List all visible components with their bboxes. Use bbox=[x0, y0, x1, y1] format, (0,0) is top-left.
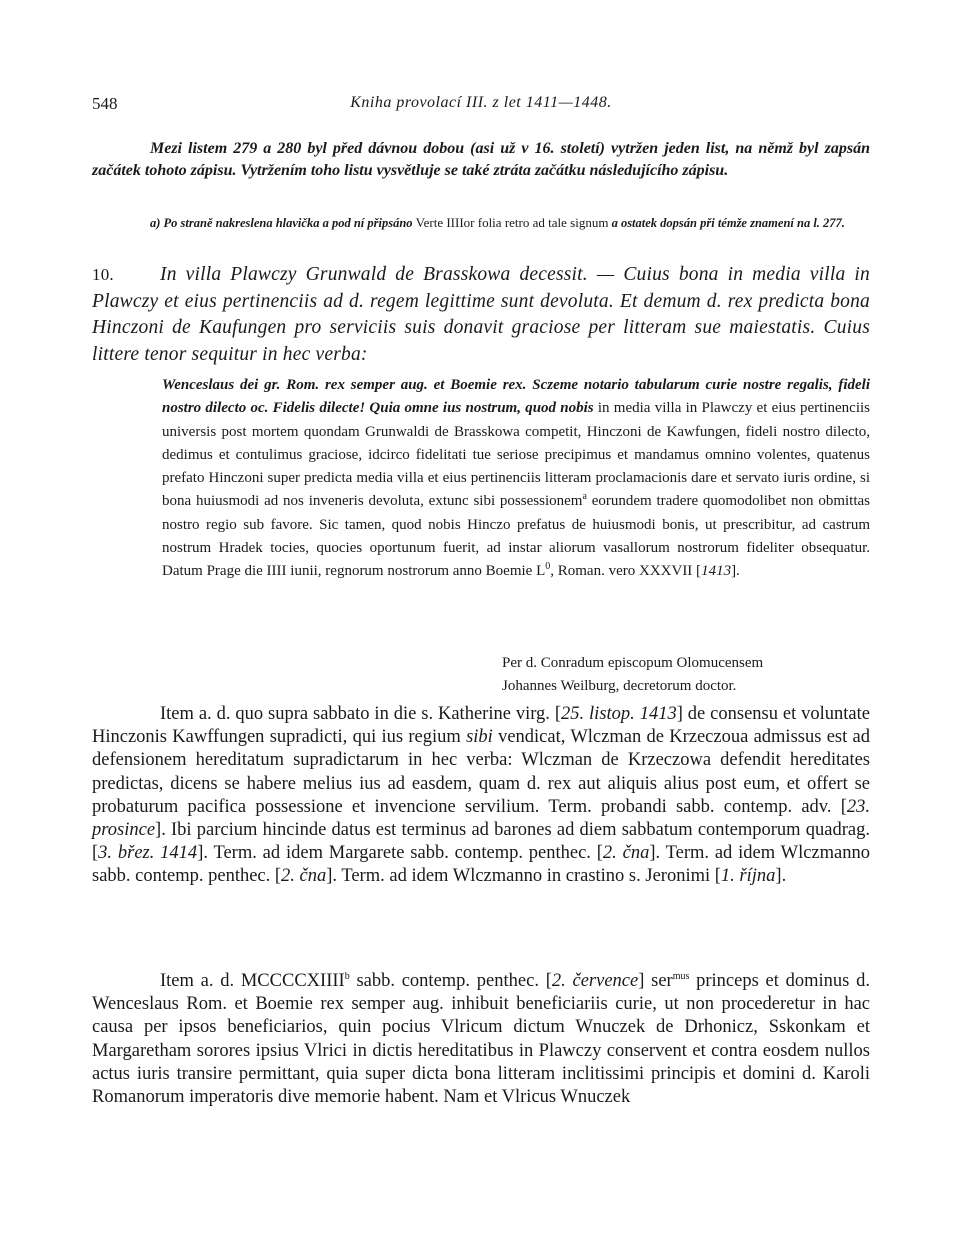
p1-date-2: 23. prosince bbox=[92, 796, 870, 841]
p1-text-6: ]. Term. ad idem Wlczmanno sabb. contemp. penthec. [ bbox=[92, 843, 870, 887]
footnote-text-2: a ostatek dopsán při témže znamení na l. 277. bbox=[611, 216, 845, 230]
p1-text-7: ]. Term. ad idem Wlczmanno in crastino s. Jeronimi [ bbox=[326, 866, 721, 887]
paragraph-2 bbox=[92, 970, 870, 1109]
paragraph-1 bbox=[92, 703, 870, 889]
footnote-mark: a) bbox=[150, 216, 161, 230]
charter-body-1: in media villa in Plawczy et eius pertinenciis universis post mortem quondam Grunwaldi de Brasskowa competit, Hinczoni de Kawfungen, fideli nostro dilecto, dedimus et contulimus graciose, idcirco fidelitati tue seriose precipimus et mandamus omnino volentes, quatenus prefato Hinczoni super predicta media villa et eius pertinenciis litteram proclamacionis dare et servato iuris ordine, si bona huiusmodi ad nos inveneris devoluta, extunc sibi possessionem bbox=[162, 400, 871, 510]
p1-text-5: ]. Term. ad idem Margarete sabb. contemp. penthec. [ bbox=[197, 843, 603, 864]
p1-date-4: 2. čna bbox=[602, 843, 650, 864]
p2-text-4: princeps et dominus d. Wenceslaus Rom. et Boemie rex semper aug. inhibuit beneficiariis curie, ut non procederetur in hac causa per ipsos beneficiarios, quin pocius Vlricum dictum Wnuczek de Drhonicz, Sskonkam et Margaretham sorores ipsius Vlrici in dictis hereditatibus in Plawczy conservent et contra eosdem nullos actus iuris transire permittant, quia super dicta bona litteram inclitissimi principis et domini d. Karoli Romanorum imperatoris dive memorie habent. Nam et Vlricus Wnuczek bbox=[92, 971, 870, 1108]
p2-text-1: Item a. d. MCCCCXIIII bbox=[160, 971, 345, 991]
p1-date-5: 2. čna bbox=[281, 866, 327, 887]
charter-signature bbox=[502, 652, 870, 698]
degree-mark: 0 bbox=[545, 561, 551, 573]
editorial-note: Mezi listem 279 a 280 byl před dávnou dobou (asi už v 16. století) vytržen jeden list, na němž byl zapsán začátek tohoto zápisu. Vytržením toho listu vysvětluje se také ztráta začátku následujícího zápisu. bbox=[92, 140, 870, 179]
charter-body-3: , Roman. vero XXXVII [ bbox=[550, 563, 702, 580]
page-header bbox=[92, 94, 870, 118]
p2-superscript: mus bbox=[672, 970, 690, 982]
charter-body-2: eorundem tradere quomodolibet non obmittas nostro regio sub favore. Sic tamen, quod nobis Hinczo prefatus de huiusmodi bonis, ut prescribitur, ad castrum nostrum Hradek tocies, quocies oportunum fuerit, ad instar aliorum vasallorum nostrorum fideliter obsequatur. Datum Prage die IIII iunii, regnorum nostrorum anno Boemie L bbox=[162, 493, 871, 580]
charter-text bbox=[162, 374, 870, 584]
footnote-latin: Verte IIIIor folia retro ad tale signum bbox=[415, 215, 609, 230]
p1-text-8: ]. bbox=[775, 866, 787, 887]
charter-opening: Wenceslaus dei gr. Rom. rex semper aug. et Boemie rex. Sczeme notario tabularum curie nostre regalis, fideli nostro dilecto oc. Fidelis dilecte! Quia omne ius nostrum, quod nobis bbox=[162, 377, 870, 417]
signature-line-2: Johannes Weilburg, decretorum doctor. bbox=[502, 678, 737, 694]
p1-text-4: ]. Ibi parcium hincinde datus est terminus ad barones ad diem sabbatum contemporum quadrag. [ bbox=[92, 820, 870, 864]
p2-text-3: ] ser bbox=[638, 971, 673, 991]
charter-year: 1413 bbox=[701, 563, 732, 580]
signature-line-1: Per d. Conradum episcopum Olomucensem bbox=[502, 655, 764, 671]
charter-body-end: ]. bbox=[731, 563, 740, 580]
running-title: Kniha provolací III. z let 1411—1448. bbox=[350, 94, 612, 111]
p1-date-6: 1. října bbox=[720, 866, 776, 887]
editorial-footnote bbox=[92, 213, 870, 233]
p2-date-1: 2. července bbox=[551, 971, 639, 991]
p1-text-2: ] de consensu et voluntate Hinczonis Kawffungen supradicti, qui ius regium bbox=[92, 704, 870, 748]
entry-10 bbox=[92, 262, 870, 368]
p2-footnote-mark: b bbox=[344, 970, 350, 982]
p2-text-2: sabb. contemp. penthec. [ bbox=[349, 971, 552, 991]
footnote-text-1: Po straně nakreslena hlavička a pod ní připsáno bbox=[163, 216, 413, 230]
entry-text: In villa Plawczy Grunwald de Brasskowa decessit. — Cuius bona in media villa in Plawczy et eius pertinenciis ad d. regem legittime sunt devoluta. Et demum d. rex predicta bona Hinczoni de Kaufungen pro serviciis suis donavit graciose per litteram sue maiestatis. Cuius littere tenor sequitur in hec verba: bbox=[92, 264, 870, 365]
entry-number: 10. bbox=[92, 265, 114, 284]
page-number: 548 bbox=[92, 94, 118, 113]
p1-date-1: 25. listop. 1413 bbox=[561, 704, 677, 724]
p1-text-3: vendicat, Wlczman de Krzeczoua admissus est ad defensionem hereditatum supradictarum in hec verba: Wlczman de Krzeczowa defendit hereditates predictas, dicens se habere melius ius ad easdem, quam d. rex aut aliquis alius post eum, et offert se probaturum pacifica possessione et invencione servilium. Term. probandi sabb. contemp. adv. [ bbox=[92, 727, 871, 817]
p1-sibi: sibi bbox=[466, 727, 493, 748]
p1-date-3: 3. břez. 1414 bbox=[98, 843, 198, 864]
p1-text-1: Item a. d. quo supra sabbato in die s. Katherine virg. [ bbox=[160, 704, 561, 724]
charter-footnote-mark: a bbox=[582, 491, 587, 503]
